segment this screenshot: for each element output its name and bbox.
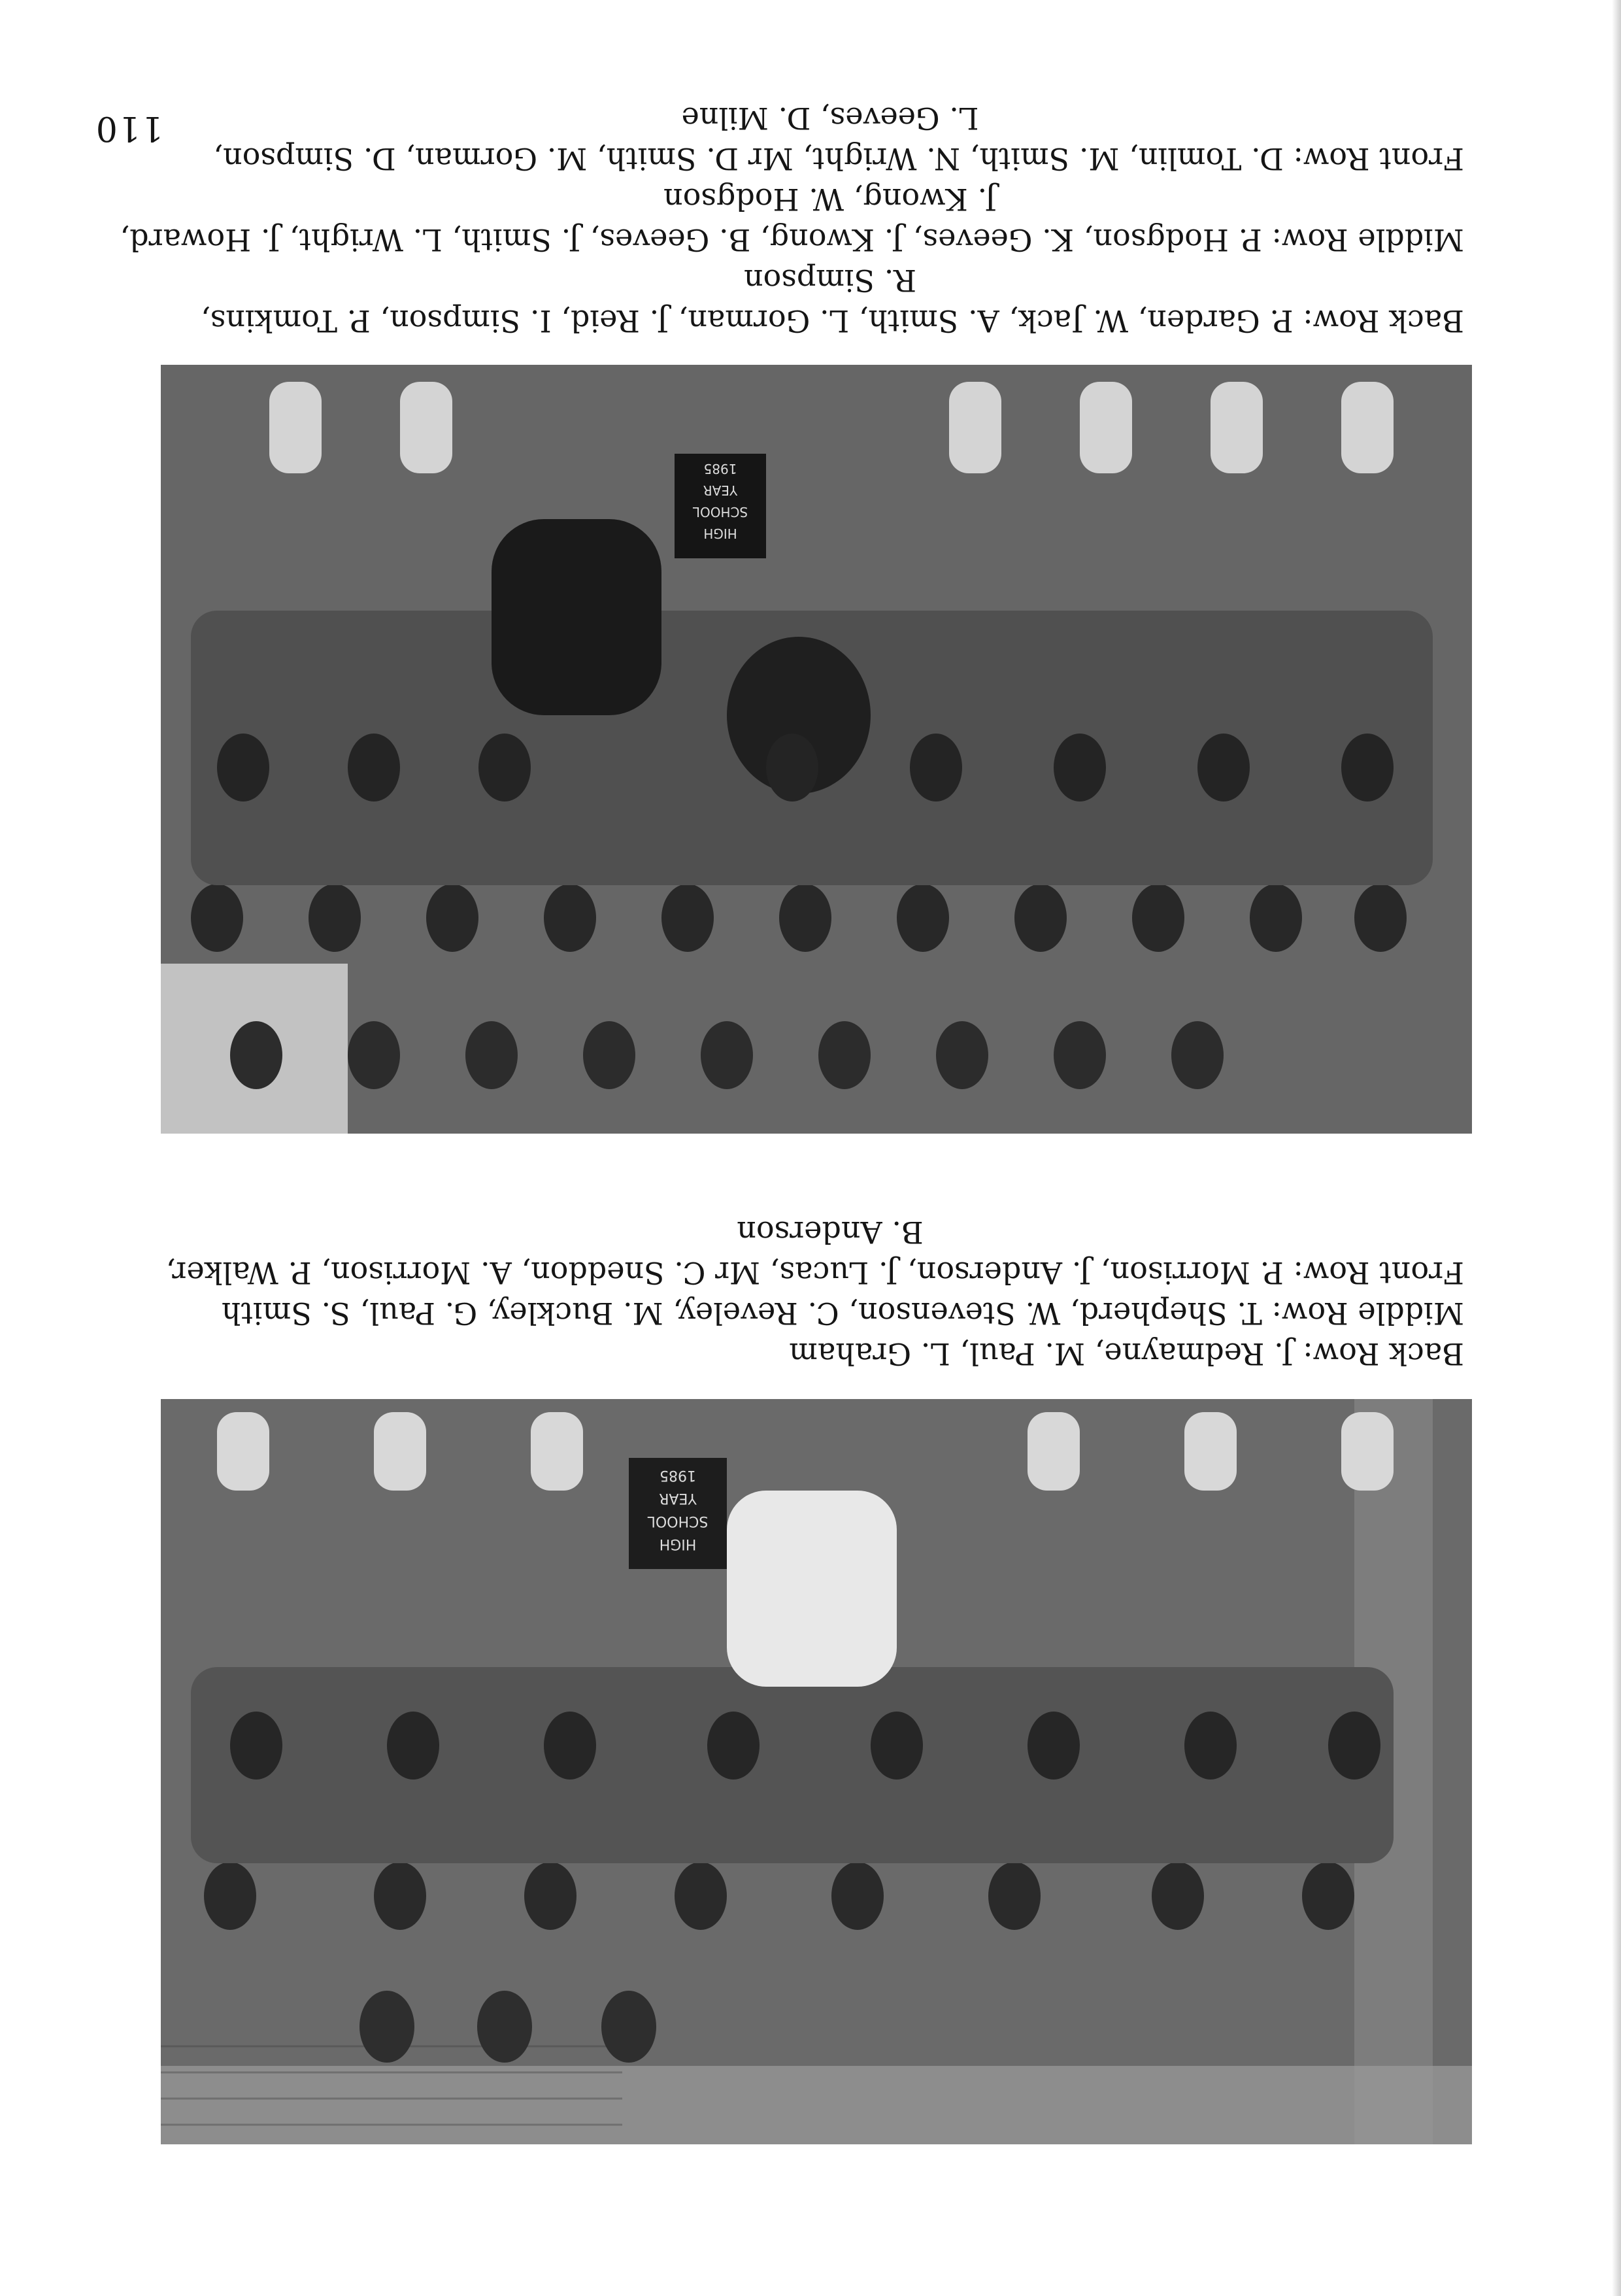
back-row-label: Back Row: xyxy=(1303,1336,1464,1372)
svg-text:SCHOOL: SCHOOL xyxy=(647,1513,709,1529)
svg-text:1985: 1985 xyxy=(703,461,737,477)
svg-text:SCHOOL: SCHOOL xyxy=(692,504,748,520)
front-row-continuation: L. Geeves, D. Milne xyxy=(681,101,979,136)
front-row-continuation: B. Anderson xyxy=(737,1215,924,1250)
middle-row-label: Middle Row: xyxy=(1271,1296,1464,1331)
front-row-names: D. Tomlin, M. Smith, N. Wright, Mr D. Smith, M. Gorman, D. Simpson, xyxy=(213,141,1284,177)
svg-text:HIGH: HIGH xyxy=(703,526,737,541)
class-photo-top xyxy=(161,1399,1472,2144)
front-row-label: Front Row: xyxy=(1293,1255,1464,1291)
svg-text:YEAR: YEAR xyxy=(703,482,738,498)
caption-top xyxy=(157,1212,1464,1374)
svg-text:1985: 1985 xyxy=(660,1467,696,1483)
svg-text:YEAR: YEAR xyxy=(659,1490,697,1506)
middle-row-line xyxy=(120,220,1464,260)
back-row-continuation: R. Simpson xyxy=(743,263,917,298)
front-row-line xyxy=(157,139,1464,179)
back-row-names: J. Redmayne, M. Paul, L. Graham xyxy=(789,1336,1294,1372)
middle-row-continuation: J. Kwong, W. Hodgson xyxy=(663,182,997,217)
class-photograph-icon xyxy=(161,365,1472,1134)
back-row-names: P. Garden, W. Jack, A. Smith, L. Gorman, J. Reid, I. Simpson, P. Tomkins, xyxy=(201,303,1294,339)
middle-row-names: T. Shepherd, W. Stevenson, C. Reveley, M. Buckley, G. Paul, S. Smith xyxy=(221,1296,1262,1331)
back-row-label: Back Row: xyxy=(1303,303,1464,339)
class-photo-bottom xyxy=(161,365,1472,1134)
front-row-label: Front Row: xyxy=(1293,141,1464,177)
middle-row-line xyxy=(157,1293,1464,1334)
page-number: 110 xyxy=(94,109,163,148)
back-row-line xyxy=(157,301,1464,341)
back-row-line xyxy=(157,1334,1464,1374)
middle-row-label: Middle Row: xyxy=(1271,222,1464,258)
svg-text:HIGH: HIGH xyxy=(659,1536,697,1552)
front-row-line xyxy=(157,1253,1464,1293)
class-photograph-icon xyxy=(161,1399,1472,2144)
middle-row-names: P. Hodgson, K. Geeves, J. Kwong, B. Geeves, J. Smith, L. Wright, J. Howard, xyxy=(120,222,1262,258)
front-row-names: P. Morrison, J. Anderson, J. Lucas, Mr C. Sneddon, A. Morrison, P. Walker, xyxy=(165,1255,1284,1291)
